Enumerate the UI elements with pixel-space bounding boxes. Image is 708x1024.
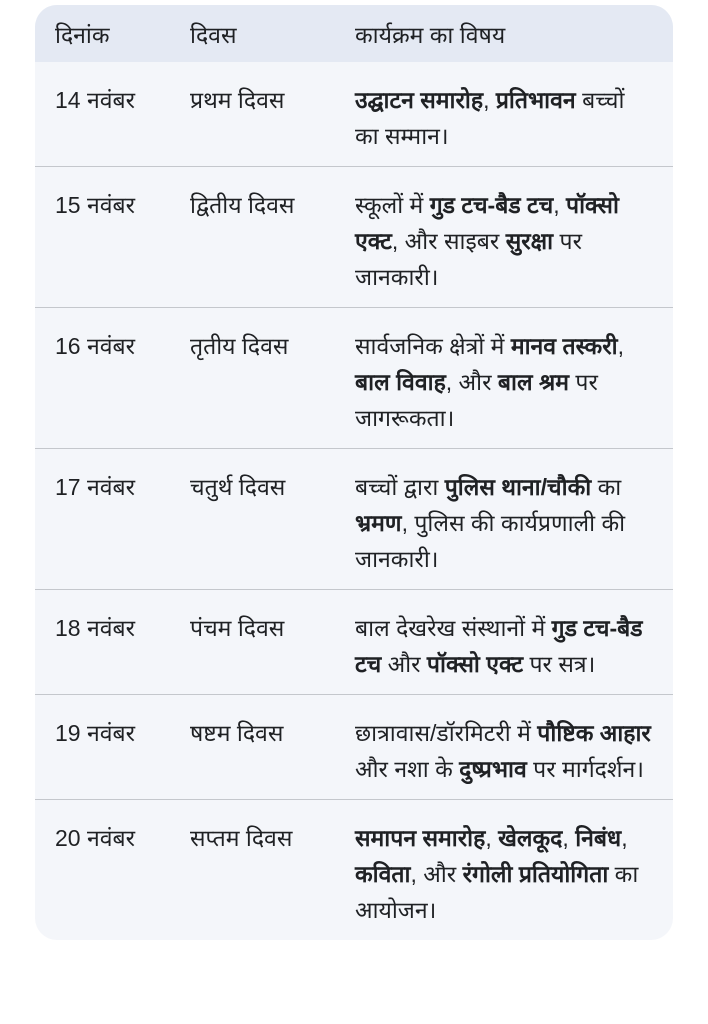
topic-keyword: उद्घाटन समारोह <box>355 87 484 113</box>
day-cell: द्वितीय दिवस <box>190 192 295 218</box>
topic-text: बच्चों द्वारा <box>355 474 445 500</box>
topic-text: का <box>591 474 622 500</box>
topic-text: , <box>617 333 624 359</box>
topic-text: , <box>485 825 499 851</box>
topic-text: , पुलिस की कार्यप्रणाली की जानकारी। <box>355 510 626 572</box>
date-cell: 18 नवंबर <box>55 615 136 641</box>
table-row <box>35 695 673 800</box>
table-row <box>35 167 673 308</box>
topic-keyword: पॉक्सो एक्ट <box>426 651 524 677</box>
topic-text: का आयोजन। <box>355 861 639 923</box>
table-row <box>35 800 673 940</box>
topic-text: पर जानकारी। <box>355 228 582 290</box>
table-row <box>35 590 673 695</box>
topic-cell <box>355 715 653 787</box>
topic-text: , और <box>410 861 463 887</box>
column-header-date: दिनांक <box>55 21 110 48</box>
topic-keyword: पॉक्सो एक्ट <box>355 192 619 254</box>
topic-keyword: पौष्टिक आहार <box>537 720 651 746</box>
topic-text: और <box>381 651 427 677</box>
topic-text: छात्रावास/डॉरमिटरी में <box>355 720 538 746</box>
topic-keyword: दुष्प्रभाव <box>459 756 527 782</box>
topic-keyword: भ्रमण <box>355 510 402 536</box>
topic-text: , <box>562 825 576 851</box>
table-row <box>35 449 673 590</box>
date-cell: 15 नवंबर <box>55 192 136 218</box>
table-header-row <box>35 5 673 62</box>
day-cell: प्रथम दिवस <box>190 87 285 113</box>
day-cell: षष्टम दिवस <box>190 720 284 746</box>
topic-text: सार्वजनिक क्षेत्रों में <box>355 333 511 359</box>
topic-text: और नशा के <box>355 756 460 782</box>
date-cell: 14 नवंबर <box>55 87 136 113</box>
topic-keyword: समापन समारोह <box>355 825 486 851</box>
topic-cell <box>355 820 653 928</box>
topic-text: , <box>553 192 567 218</box>
topic-keyword: कविता <box>355 861 411 887</box>
topic-text: स्कूलों में <box>355 192 430 218</box>
topic-text: , और साइबर <box>391 228 506 254</box>
topic-keyword: पुलिस थाना/चौकी <box>444 474 592 500</box>
date-cell: 16 नवंबर <box>55 333 136 359</box>
day-cell: तृतीय दिवस <box>190 333 289 359</box>
topic-keyword: सुरक्षा <box>505 228 554 254</box>
topic-keyword: गुड टच-बैड टच <box>429 192 554 218</box>
topic-keyword: गुड टच-बैड टच <box>355 615 643 677</box>
topic-text: पर जागरूकता। <box>355 369 598 431</box>
topic-cell <box>355 328 653 436</box>
topic-keyword: प्रतिभावन <box>495 87 576 113</box>
topic-cell <box>355 82 653 154</box>
column-header-topic: कार्यक्रम का विषय <box>355 21 506 48</box>
topic-cell <box>355 187 653 295</box>
day-cell: पंचम दिवस <box>190 615 285 641</box>
topic-text: पर सत्र। <box>523 651 596 677</box>
day-cell: सप्तम दिवस <box>190 825 293 851</box>
topic-keyword: निबंध <box>575 825 622 851</box>
date-cell: 19 नवंबर <box>55 720 136 746</box>
topic-text: , और <box>445 369 498 395</box>
column-header-day: दिवस <box>190 21 237 48</box>
topic-keyword: बाल श्रम <box>497 369 570 395</box>
date-cell: 20 नवंबर <box>55 825 136 851</box>
topic-keyword: मानव तस्करी <box>510 333 618 359</box>
day-cell: चतुर्थ दिवस <box>190 474 286 500</box>
topic-keyword: खेलकूद <box>498 825 563 851</box>
topic-keyword: रंगोली प्रतियोगिता <box>462 861 609 887</box>
topic-keyword: बाल विवाह <box>355 369 446 395</box>
table-body <box>35 62 673 940</box>
table-row <box>35 62 673 167</box>
topic-text: बाल देखरेख संस्थानों में <box>355 615 552 641</box>
date-cell: 17 नवंबर <box>55 474 136 500</box>
topic-text: , <box>483 87 496 113</box>
topic-text: पर मार्गदर्शन। <box>526 756 645 782</box>
table-row <box>35 308 673 449</box>
topic-text: , <box>621 825 628 851</box>
topic-cell <box>355 610 653 682</box>
schedule-table-card <box>35 5 673 940</box>
topic-text: बच्चों का सम्मान। <box>355 87 625 149</box>
topic-cell <box>355 469 653 577</box>
